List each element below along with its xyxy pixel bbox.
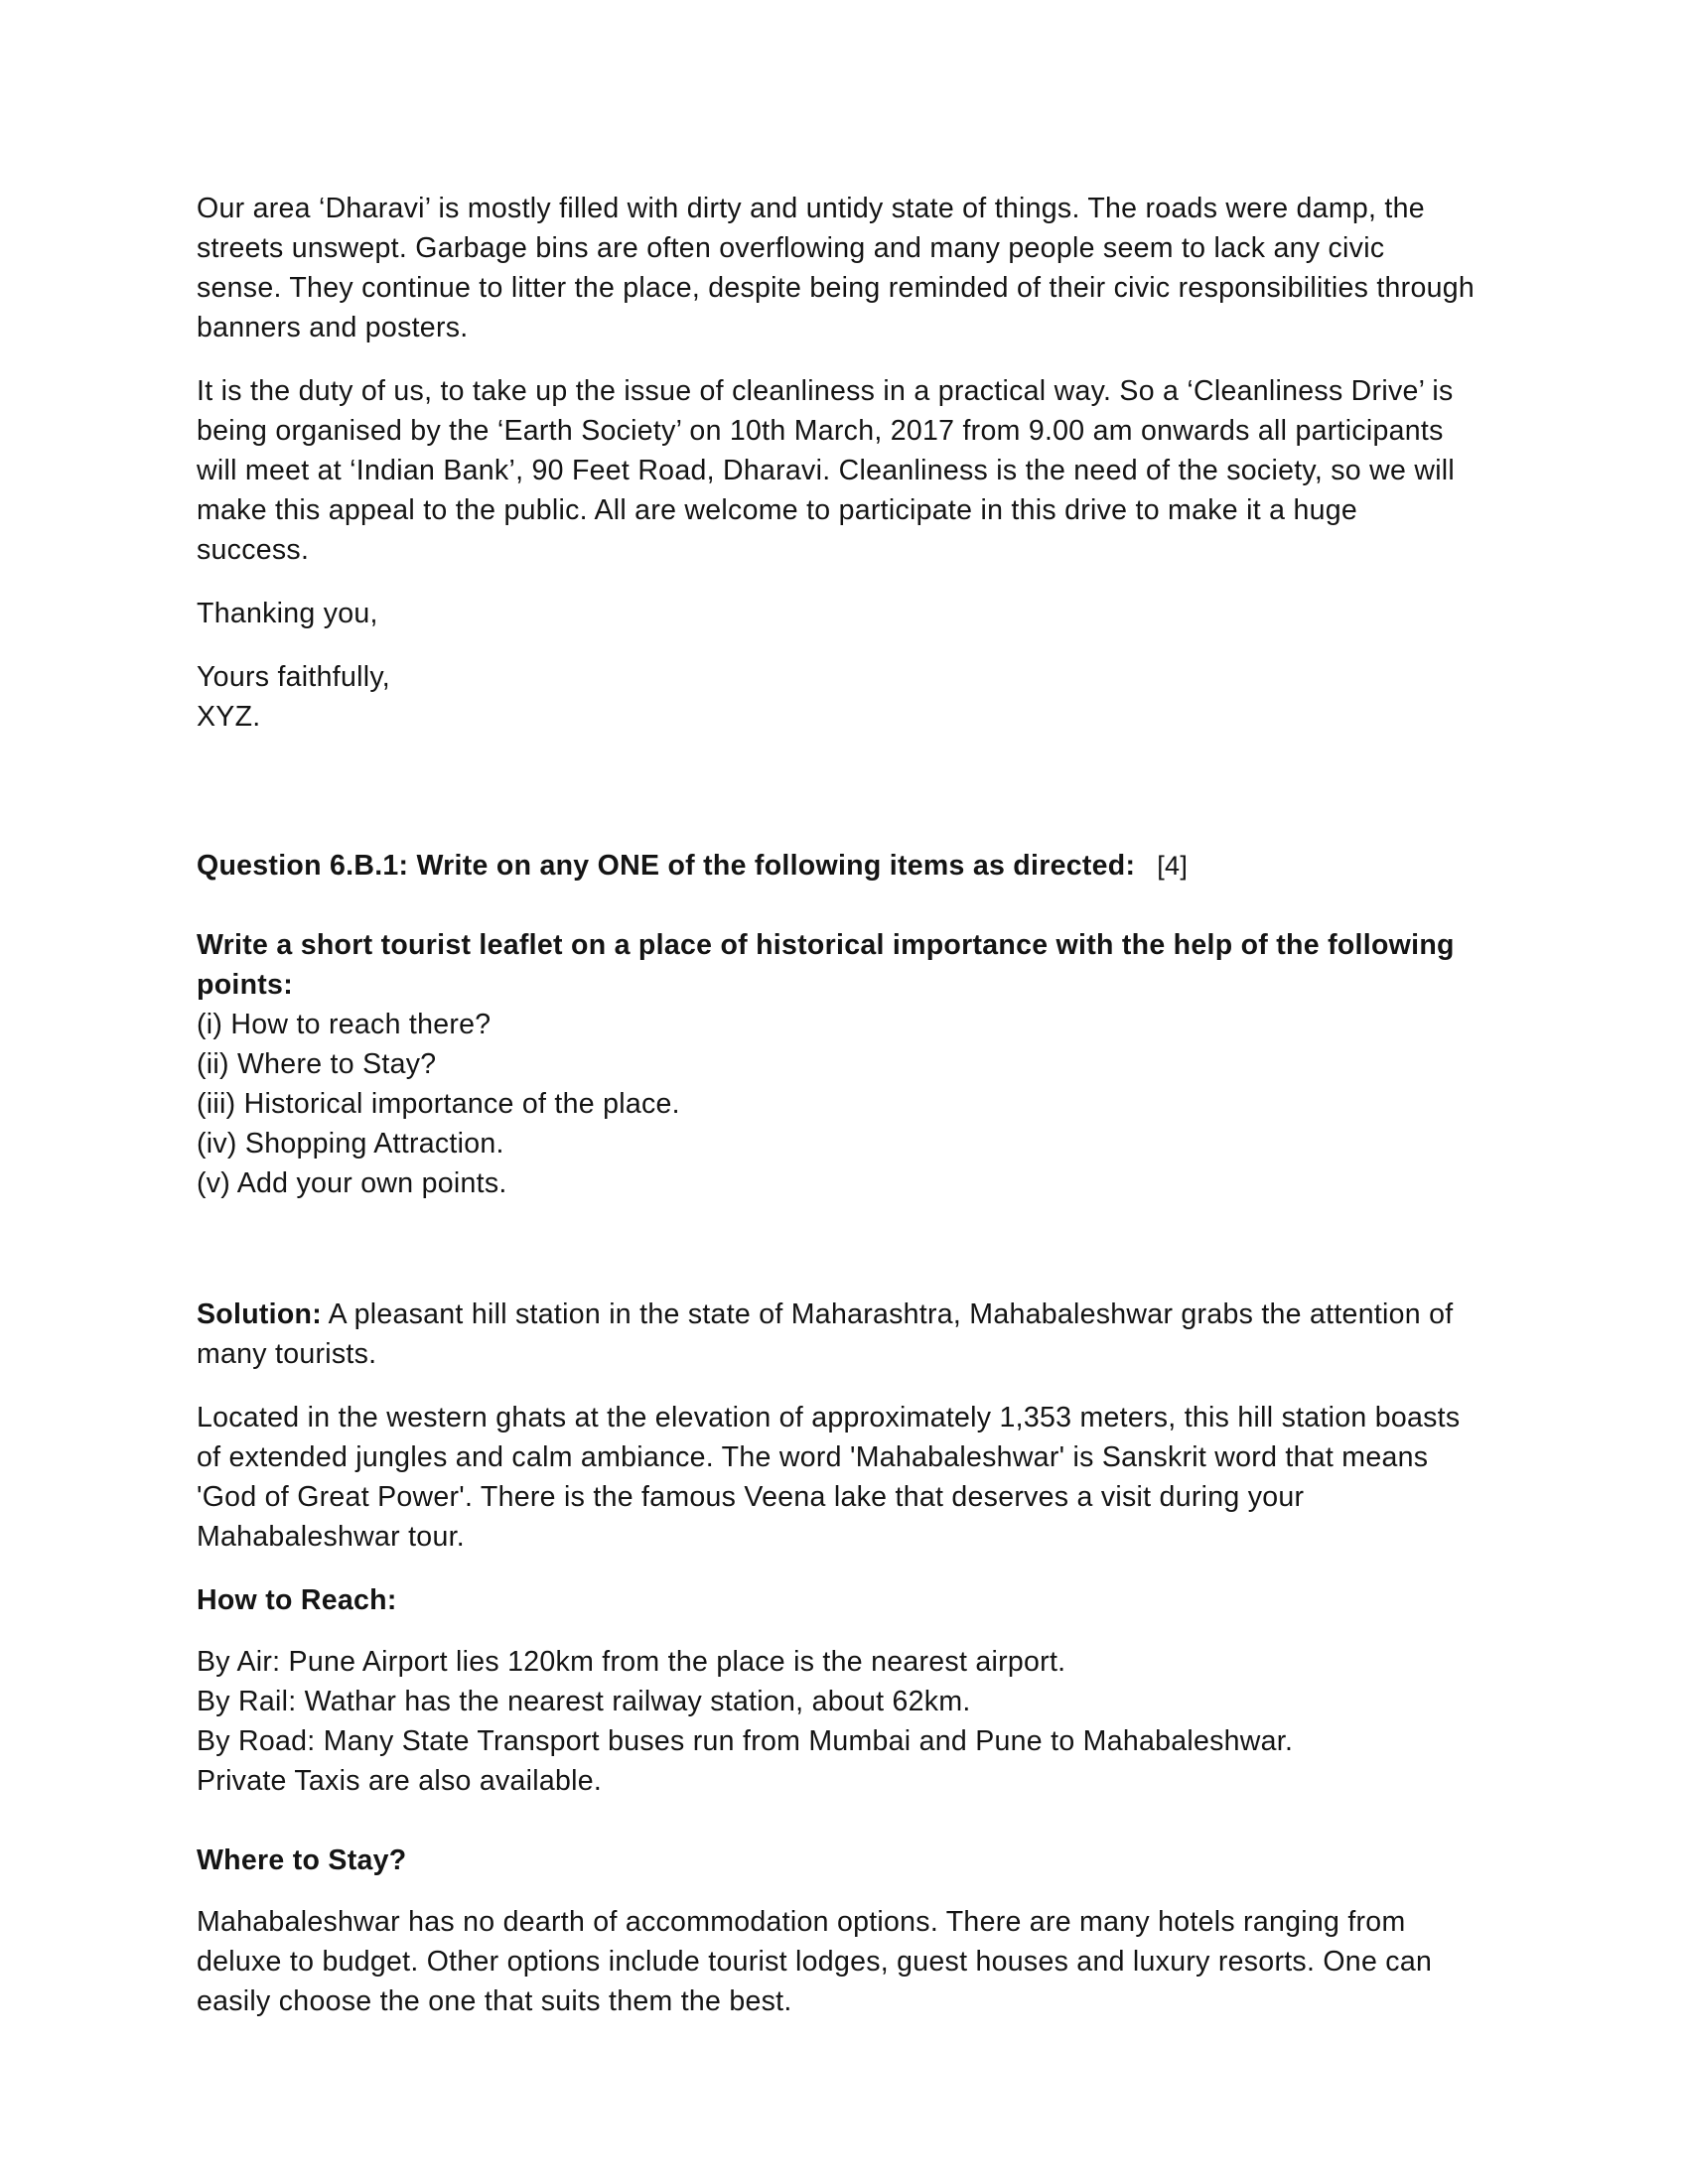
solution-label: Solution:	[197, 1298, 323, 1330]
how-to-reach-line-private-taxis: Private Taxis are also available.	[197, 1765, 603, 1797]
spacer-before-question	[197, 737, 1476, 846]
how-to-reach-line-by-road: By Road: Many State Transport buses run from Mumbai and Pune to Mahabaleshwar.	[197, 1725, 1294, 1757]
spacer-after-where-to-stay-heading	[197, 1880, 1476, 1902]
page-content	[197, 189, 1476, 2021]
spacer-after-how-to-reach-heading	[197, 1620, 1476, 1642]
spacer-before-solution	[197, 1203, 1476, 1295]
question-heading-text: Question 6.B.1: Write on any ONE of the following items as directed:	[197, 850, 1136, 882]
where-to-stay-body: Mahabaleshwar has no dearth of accommodation options. There are many hotels ranging from deluxe to budget. Other options include tourist lodges, guest houses and luxury resorts. One can easily choose the one that suits them the best.	[197, 1906, 1433, 2017]
letter-sign-off: Yours faithfully,	[197, 661, 390, 693]
how-to-reach-line-by-rail: By Rail: Wathar has the nearest railway station, about 62km.	[197, 1686, 971, 1717]
solution-intro-text: A pleasant hill station in the state of Maharashtra, Mahabaleshwar grabs the attention of many tourists.	[197, 1298, 1454, 1370]
question-point-1: (i) How to reach there?	[197, 1009, 492, 1040]
letter-paragraph-2: It is the duty of us, to take up the issue of cleanliness in a practical way. So a ‘Cleanliness Drive’ is being organised by the ‘Earth Society’ on 10th March, 2017 from 9.00 am onwards all participants will meet at ‘Indian Bank’, 90 Feet Road, Dharavi. Cleanliness is the need of the society, so we will make this appeal to the public. All are welcome to participate in this drive to make it a huge success.	[197, 375, 1456, 566]
letter-paragraph-1: Our area ‘Dharavi’ is mostly filled with dirty and untidy state of things. The roads were damp, the streets unswept. Garbage bins are often overflowing and many people seem to lack any civic sense. They continue to litter the place, despite being reminded of their civic responsibilities through banners and posters.	[197, 193, 1475, 343]
spacer-before-where-to-stay	[197, 1801, 1476, 1841]
letter-signature-name: XYZ.	[197, 701, 261, 733]
where-to-stay-heading: Where to Stay?	[197, 1844, 407, 1876]
how-to-reach-line-by-air: By Air: Pune Airport lies 120km from the place is the nearest airport.	[197, 1646, 1066, 1678]
letter-thanking-line: Thanking you,	[197, 598, 378, 629]
question-heading-line	[197, 846, 1476, 886]
solution-description-paragraph: Located in the western ghats at the elevation of approximately 1,353 meters, this hill station boasts of extended jungles and calm ambiance. The word 'Mahabaleshwar' is Sanskrit word that means 'God of Great Power'. There is the famous Veena lake that deserves a visit during your Mahabaleshwar tour.	[197, 1402, 1461, 1553]
question-point-5: (v) Add your own points.	[197, 1167, 507, 1199]
question-prompt: Write a short tourist leaflet on a place of historical importance with the help of the following points:	[197, 929, 1455, 1001]
question-point-3: (iii) Historical importance of the place.	[197, 1088, 680, 1120]
question-marks-badge: [4]	[1157, 851, 1189, 881]
question-point-4: (iv) Shopping Attraction.	[197, 1128, 504, 1160]
letter-signature-block	[197, 657, 1476, 737]
solution-intro-paragraph	[197, 1295, 1476, 1374]
question-point-2: (ii) Where to Stay?	[197, 1048, 437, 1080]
spacer-after-question-heading	[197, 886, 1476, 925]
how-to-reach-heading: How to Reach:	[197, 1584, 397, 1616]
